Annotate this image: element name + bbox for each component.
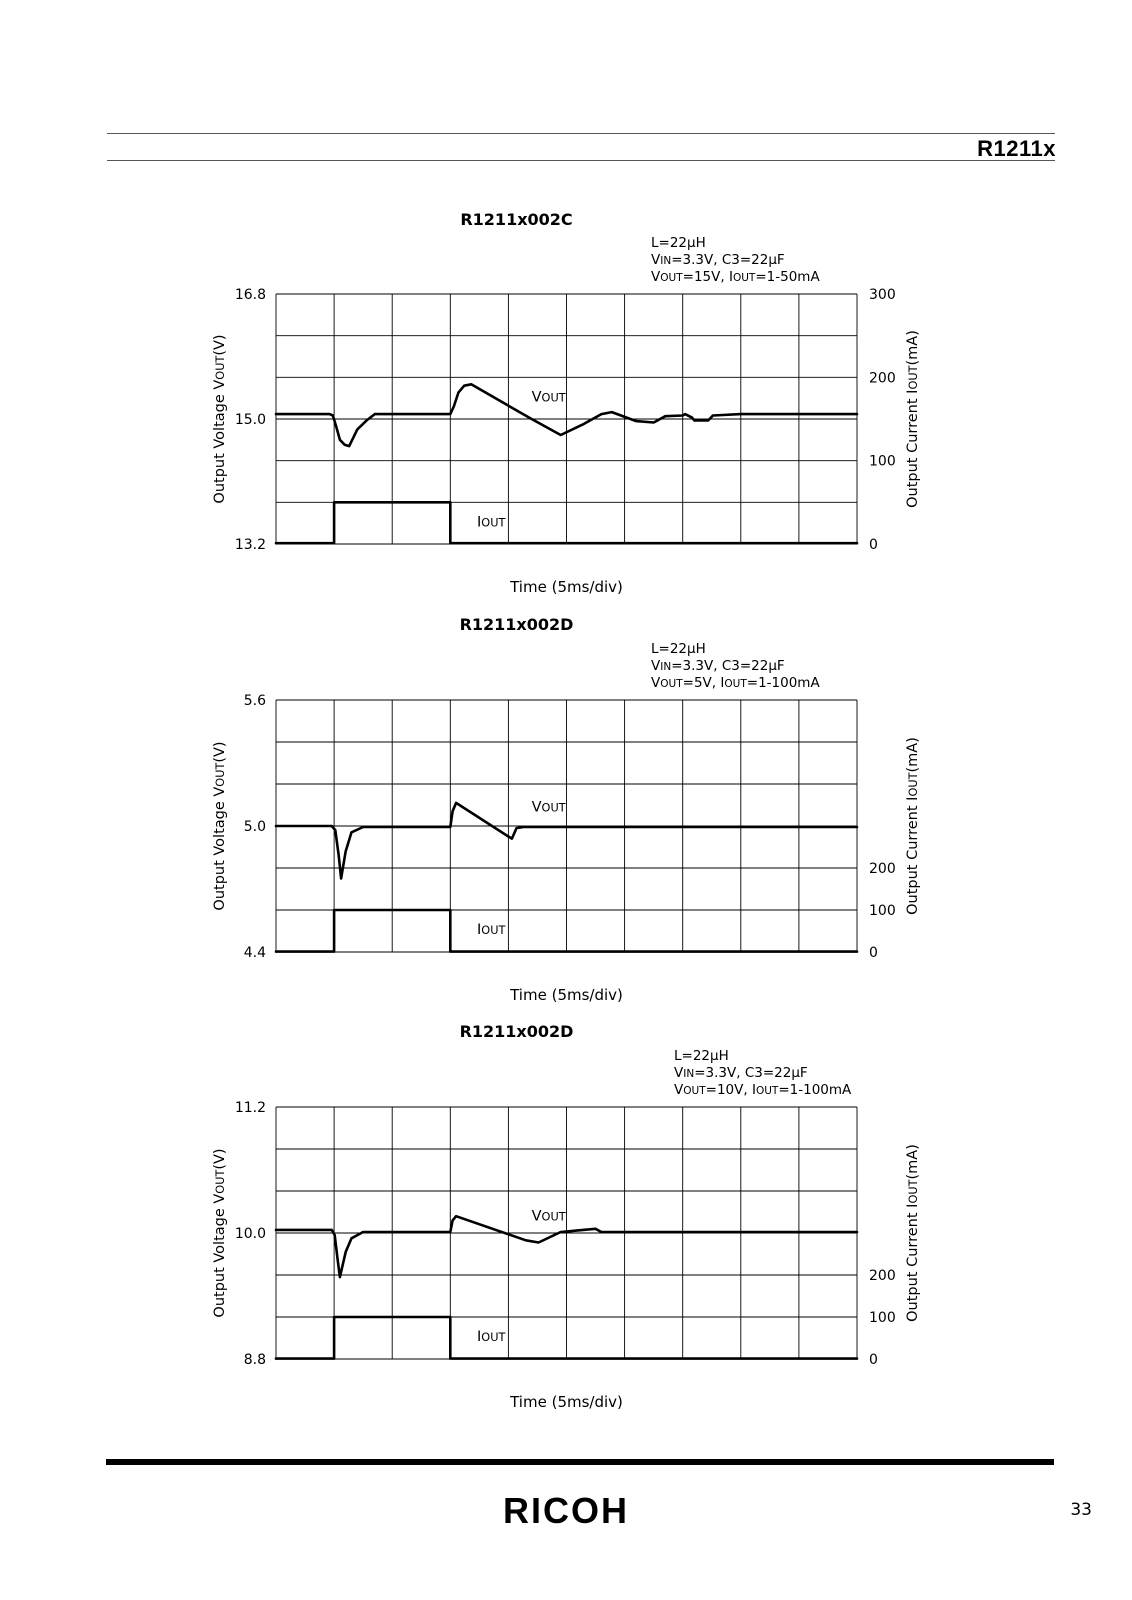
chart-condition: VIN=3.3V, C3=22μF — [651, 252, 785, 268]
series-label-iout: IOUT — [477, 922, 506, 939]
y-tick-label: 11.2 — [234, 1100, 266, 1116]
page-header-title: R1211x — [977, 136, 1056, 161]
y2-tick-label: 0 — [869, 1352, 878, 1368]
y-tick-label: 5.6 — [243, 693, 266, 709]
y2-tick-label: 300 — [869, 287, 896, 303]
y2-tick-label: 200 — [869, 861, 896, 877]
y-tick-label: 16.8 — [234, 287, 266, 303]
series-label-iout: IOUT — [477, 1329, 506, 1346]
y-tick-label: 4.4 — [243, 945, 266, 961]
x-axis-label: Time (5ms/div) — [510, 986, 623, 1004]
series-label-iout: IOUT — [477, 514, 506, 531]
y2-tick-label: 0 — [869, 537, 878, 553]
y2-tick-label: 100 — [869, 1310, 896, 1326]
series-label-vout: VOUT — [531, 1208, 566, 1225]
page-number: 33 — [1070, 1500, 1092, 1520]
ricoh-logo: RICOH — [503, 1490, 629, 1531]
y2-tick-label: 200 — [869, 1268, 896, 1284]
chart-condition: L=22μH — [651, 235, 706, 251]
series-label-vout: VOUT — [531, 389, 566, 406]
y2-axis-label: Output Current IOUT(mA) — [905, 330, 921, 508]
x-axis-label: Time (5ms/div) — [510, 578, 623, 596]
y2-axis-label: Output Current IOUT(mA) — [905, 737, 921, 915]
y-axis-label: Output Voltage VOUT(V) — [212, 334, 228, 504]
chart-title: R1211x002D — [459, 1022, 574, 1041]
footer-rule — [106, 1459, 1054, 1465]
series-label-vout: VOUT — [531, 799, 566, 816]
y2-tick-label: 0 — [869, 945, 878, 961]
y2-tick-label: 200 — [869, 370, 896, 387]
y-tick-label: 13.2 — [234, 537, 266, 553]
y-tick-label: 15.0 — [234, 412, 266, 428]
chart-condition: VOUT=15V, IOUT=1-50mA — [651, 269, 820, 285]
y2-tick-label: 100 — [869, 903, 896, 919]
y-tick-label: 8.8 — [243, 1352, 266, 1368]
y-tick-label: 5.0 — [243, 819, 266, 835]
chart-condition: L=22μH — [674, 1048, 729, 1064]
y2-axis-label: Output Current IOUT(mA) — [905, 1144, 921, 1322]
y2-tick-label: 100 — [869, 453, 896, 470]
chart-condition: VIN=3.3V, C3=22μF — [674, 1065, 808, 1081]
x-axis-label: Time (5ms/div) — [510, 1393, 623, 1411]
chart-title: R1211x002D — [459, 615, 574, 634]
y-axis-label: Output Voltage VOUT(V) — [212, 741, 228, 911]
chart-condition: VOUT=5V, IOUT=1-100mA — [651, 675, 820, 691]
chart-condition: VOUT=10V, IOUT=1-100mA — [674, 1082, 852, 1098]
chart-condition: L=22μH — [651, 641, 706, 657]
y-axis-label: Output Voltage VOUT(V) — [212, 1148, 228, 1318]
y-tick-label: 10.0 — [234, 1226, 266, 1242]
chart-title: R1211x002C — [460, 210, 573, 229]
chart-condition: VIN=3.3V, C3=22μF — [651, 658, 785, 674]
